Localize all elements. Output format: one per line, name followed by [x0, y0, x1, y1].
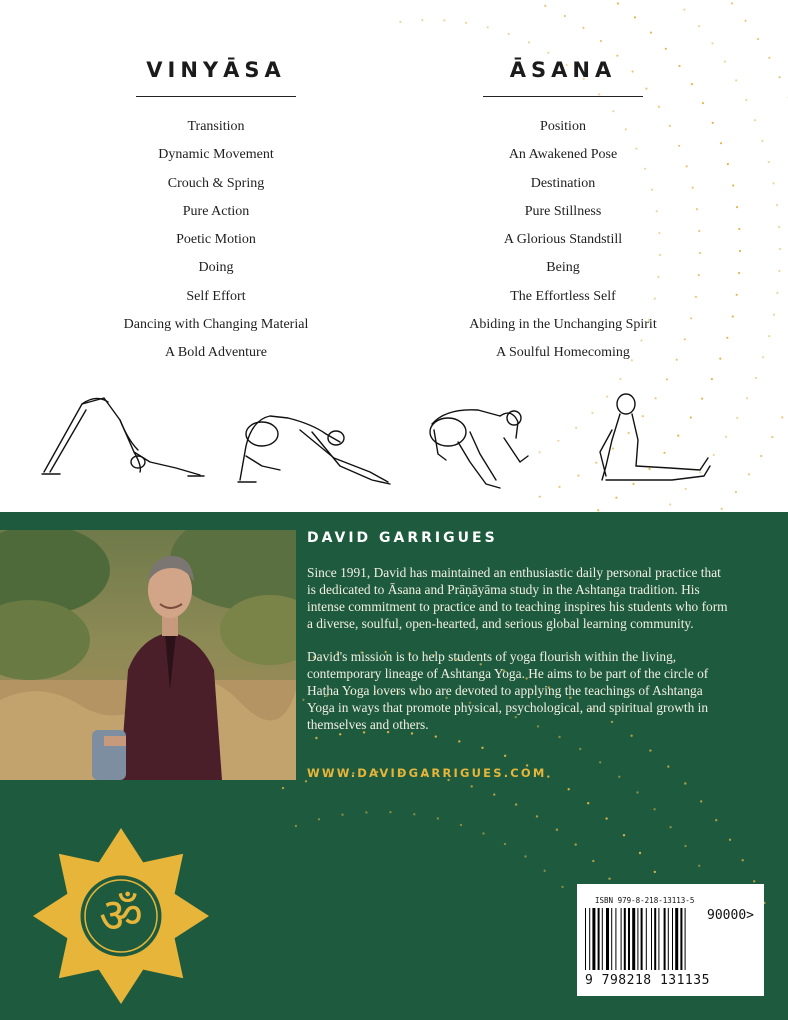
vinyasa-item: Poetic Motion — [176, 232, 256, 248]
vinyasa-list — [86, 113, 346, 368]
asana-item: Abiding in the Unchanging Spirit — [469, 317, 657, 333]
price-code: 90000> — [707, 908, 754, 923]
vinyasa-title: VINYĀSA — [146, 58, 286, 82]
seated-forward-figure — [600, 394, 710, 480]
author-name: DAVID GARRIGUES — [307, 530, 498, 546]
svg-text:ॐ: ॐ — [99, 888, 143, 944]
vinyasa-rule — [136, 96, 296, 97]
crouch-figure — [238, 416, 390, 484]
asana-item: A Soulful Homecoming — [496, 345, 630, 361]
downward-dog-figure — [42, 398, 204, 476]
asana-item: Destination — [530, 175, 596, 191]
author-bio — [307, 530, 732, 749]
vinyasa-item: Transition — [187, 119, 245, 134]
asana-item: A Glorious Standstill — [503, 232, 623, 248]
barcode-bars — [585, 908, 755, 978]
vinyasa-item: Dancing with Changing Material — [123, 317, 309, 333]
arm-balance-figure — [430, 410, 528, 488]
asana-rule — [483, 96, 643, 97]
om-emblem-icon — [30, 825, 212, 1007]
barcode-number: 9 798218 131135 — [585, 973, 710, 988]
asana-title: ĀSANA — [509, 58, 617, 82]
yoga-pose-illustrations — [0, 380, 788, 500]
vinyasa-item: Pure Action — [182, 203, 250, 219]
isbn-text: ISBN 979-8-218-13113-5 — [595, 896, 695, 905]
vinyasa-item: Dynamic Movement — [158, 147, 274, 163]
vinyasa-column — [86, 58, 346, 368]
asana-list — [433, 113, 693, 368]
vinyasa-item: A Bold Adventure — [165, 345, 267, 361]
asana-item: An Awakened Pose — [508, 147, 618, 163]
asana-item: Pure Stillness — [524, 203, 602, 219]
bio-paragraph: David's mission is to help students of yoga flourish within the living, contemporary lineage of Ashtanga Yoga. He aims to be part of the circle of Haṭha Yoga lovers who are devoted to applying the teachings of Ashtanga Yoga in ways that promote physical, psychological, and spiritual growth in themselves and others. — [307, 649, 709, 732]
author-photo — [0, 530, 296, 780]
asana-item: Being — [546, 260, 580, 276]
asana-item: Position — [540, 119, 586, 134]
vinyasa-item: Self Effort — [186, 288, 246, 304]
asana-column — [433, 58, 693, 368]
website-link[interactable]: WWW.DAVIDGARRIGUES.COM — [307, 766, 547, 780]
vinyasa-item: Doing — [198, 260, 234, 276]
vinyasa-item: Crouch & Spring — [167, 175, 265, 191]
isbn-barcode — [577, 884, 764, 996]
bio-paragraph: Since 1991, David has maintained an enthusiastic daily personal practice that is dedicated to Āsana and Prāṇāyāma study in the Ashtanga tradition. His intense commitment to practice and to teaching inspires his students who form a diverse, soulful, open-hearted, and serious global learning community. — [307, 565, 728, 631]
asana-item: The Effortless Self — [510, 288, 616, 304]
